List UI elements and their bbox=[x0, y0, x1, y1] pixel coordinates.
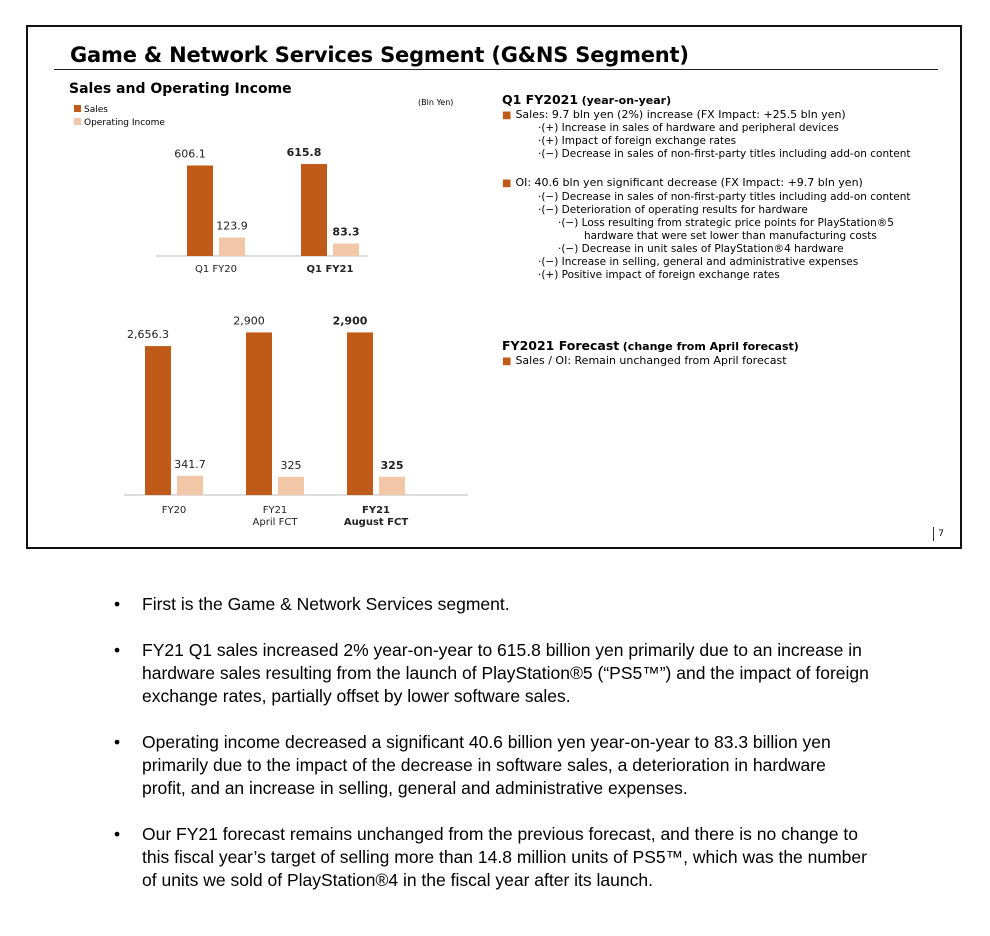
category-label: April FCT bbox=[252, 517, 298, 528]
forecast-heading: FY2021 Forecast (change from April forecast) bbox=[502, 338, 799, 353]
category-label: FY21 bbox=[362, 505, 390, 516]
bullet-dot-icon: • bbox=[114, 640, 121, 660]
category-label: August FCT bbox=[343, 517, 409, 528]
note-item: • FY21 Q1 sales increased 2% year-on-year to 615.8 billion yen primarily due to an increase in hardware sales resulting from the launch of PlayStation®5 (“PS5™”) and the impact of foreign exchange rates, partially offset by lower software sales. bbox=[114, 640, 869, 706]
sales-bar bbox=[187, 165, 213, 256]
bullet-square-icon: ■ bbox=[502, 109, 512, 121]
q1-oi-item: ·(+) Positive impact of foreign exchange rates bbox=[538, 268, 780, 281]
q1-sales-item: ·(+) Increase in sales of hardware and peripheral devices bbox=[538, 122, 839, 134]
bullet-dot-icon: • bbox=[114, 732, 121, 752]
operating-income-bar bbox=[177, 476, 203, 495]
bar-value-label: 2,900 bbox=[233, 314, 265, 328]
legend-label-operating-income: Operating Income bbox=[84, 118, 165, 128]
forecast-commentary bbox=[502, 339, 799, 368]
chart-section-title: Sales and Operating Income bbox=[69, 81, 292, 97]
slide-title: Game & Network Services Segment (G&NS Segment) bbox=[70, 43, 689, 67]
q1-heading: Q1 FY2021 (year-on-year) bbox=[502, 92, 672, 107]
bar-value-label: 2,656.3 bbox=[127, 328, 169, 342]
page-number: 7 bbox=[933, 527, 944, 541]
q1-oi-item: hardware that were set lower than manufacturing costs bbox=[584, 229, 877, 242]
bullet-dot-icon: • bbox=[114, 824, 121, 844]
bar-value-label: 325 bbox=[380, 458, 404, 472]
bar-value-label: 615.8 bbox=[286, 146, 322, 160]
operating-income-bar bbox=[333, 244, 359, 256]
q1-sales-item: ·(−) Decrease in sales of non-first-party titles including add-on content bbox=[538, 148, 911, 160]
q1-oi-item: ·(−) Loss resulting from strategic price points for PlayStation®5 bbox=[558, 216, 894, 229]
note-item: • First is the Game & Network Services segment. bbox=[114, 594, 510, 614]
q1-oi-item: ·(−) Increase in selling, general and administrative expenses bbox=[538, 255, 859, 268]
note-item: • Operating income decreased a significant 40.6 billion yen year-on-year to 83.3 billion yen primarily due to the impact of the decrease in software sales, a deterioration in hardware profit, and an increase in selling, general and administrative expenses. bbox=[114, 732, 831, 798]
bullet-dot-icon: • bbox=[114, 594, 121, 614]
q1-oi-item: ·(−) Decrease in sales of non-first-party titles including add-on content bbox=[538, 190, 911, 203]
category-label: Q1 FY21 bbox=[306, 264, 354, 275]
sales-bar bbox=[301, 164, 327, 256]
speaker-notes bbox=[114, 593, 874, 915]
q1-oi-line: ■ OI: 40.6 bln yen significant decrease (FX Impact: +9.7 bln yen) bbox=[502, 176, 863, 189]
unit-label: (Bln Yen) bbox=[418, 98, 454, 107]
forecast-line: ■ Sales / OI: Remain unchanged from April forecast bbox=[502, 353, 787, 367]
bar-value-label: 325 bbox=[280, 458, 302, 472]
operating-income-bar bbox=[278, 477, 304, 495]
sales-bar bbox=[246, 332, 272, 495]
legend-label-sales: Sales bbox=[84, 105, 108, 115]
slide-frame bbox=[26, 25, 962, 549]
bar-value-label: 2,900 bbox=[332, 314, 368, 328]
bar-value-label: 606.1 bbox=[174, 147, 206, 161]
operating-income-bar bbox=[219, 237, 245, 256]
q1-sales-item: ·(+) Impact of foreign exchange rates bbox=[538, 135, 737, 147]
bar-value-label: 123.9 bbox=[216, 219, 248, 233]
bullet-square-icon: ■ bbox=[502, 355, 512, 367]
sales-bar bbox=[347, 332, 373, 495]
category-label: FY21 bbox=[262, 505, 288, 516]
q1-sales-line: ■ Sales: 9.7 bln yen (2%) increase (FX Impact: +25.5 bln yen) bbox=[502, 107, 846, 121]
q1-oi-item: ·(−) Decrease in unit sales of PlayStation®4 hardware bbox=[558, 242, 844, 255]
sales-bar bbox=[145, 346, 171, 495]
bullet-square-icon: ■ bbox=[502, 178, 512, 189]
category-label: Q1 FY20 bbox=[195, 264, 237, 275]
note-item: • Our FY21 forecast remains unchanged from the previous forecast, and there is no change to this fiscal year’s target of selling more than 14.8 million units of PS5™, which was the number of units we sold of PlayStation®4 in the fiscal year after its launch. bbox=[114, 824, 867, 890]
q1-commentary bbox=[502, 93, 910, 282]
operating-income-bar bbox=[379, 477, 405, 495]
q1-oi-item: ·(−) Deterioration of operating results for hardware bbox=[538, 203, 808, 216]
bar-value-label: 83.3 bbox=[332, 225, 360, 239]
bar-charts bbox=[28, 27, 498, 551]
category-label: FY20 bbox=[161, 505, 187, 516]
bar-value-label: 341.7 bbox=[174, 457, 206, 471]
